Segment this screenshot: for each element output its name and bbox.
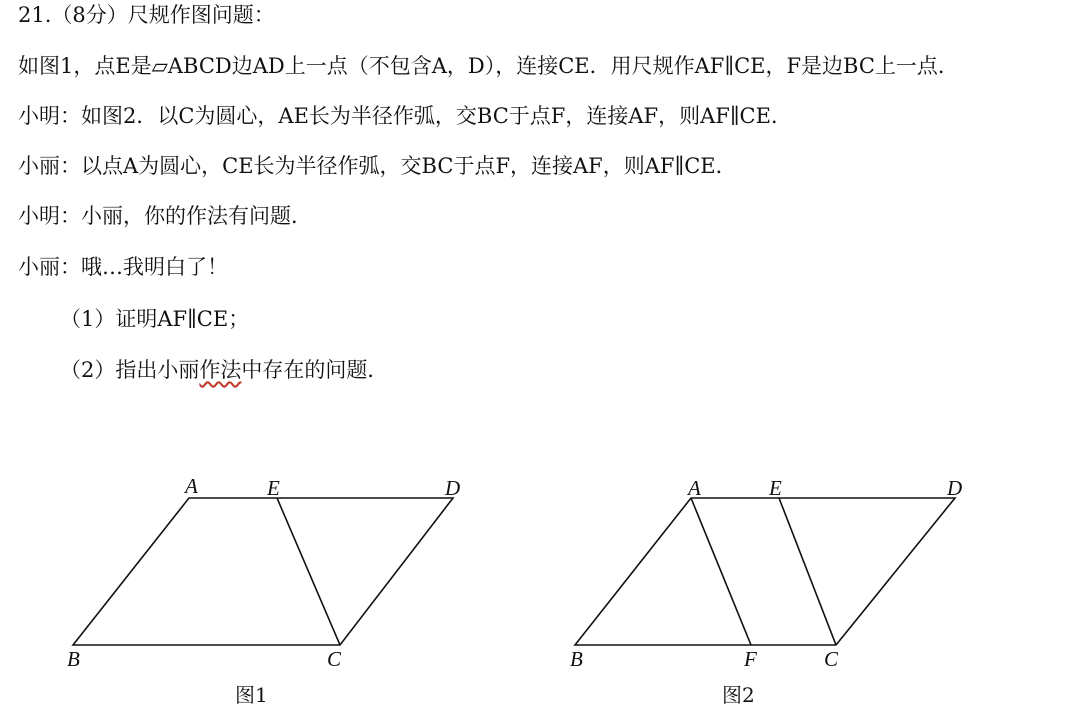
fig2-segment-af — [691, 498, 751, 645]
question-2-suffix: 中存在的问题． — [241, 358, 389, 382]
question-2-marked-word: 作法 — [199, 358, 242, 382]
fig1-label-d: D — [445, 476, 461, 500]
problem-statement: 如图1，点E是▱ABCD边AD上一点（不包含A，D），连接CE．用尺规作AF∥CE，F是边BC上一点． — [18, 54, 959, 78]
fig2-caption: 图2 — [722, 683, 755, 707]
fig1-label-e: E — [267, 476, 280, 500]
fig1-label-a: A — [185, 474, 198, 498]
figure-1 — [67, 474, 460, 707]
fig1-segment-ce — [277, 498, 340, 645]
fig2-segment-ce — [779, 498, 836, 645]
question-2-prefix: （2）指出小丽 — [60, 358, 200, 382]
xiaoming-method: 小明：如图2．以C为圆心，AE长为半径作弧，交BC于点F，连接AF，则AF∥CE． — [18, 104, 792, 128]
fig2-label-d: D — [947, 476, 963, 500]
figure-2 — [570, 476, 962, 707]
fig1-caption: 图1 — [235, 683, 268, 707]
fig2-label-e: E — [769, 476, 782, 500]
fig2-parallelogram-abcd — [575, 498, 955, 645]
xiaoli-reply: 小丽：哦…我明白了！ — [18, 255, 228, 279]
fig2-label-a: A — [688, 476, 701, 500]
fig2-label-c: C — [824, 647, 839, 671]
fig1-label-b: B — [67, 647, 80, 671]
fig1-label-c: C — [327, 647, 342, 671]
xiaoli-method: 小丽：以点A为圆心，CE长为半径作弧，交BC于点F，连接AF，则AF∥CE． — [18, 154, 737, 178]
question-1: （1）证明AF∥CE； — [60, 307, 250, 331]
fig1-parallelogram-abcd — [73, 498, 453, 645]
xiaoming-reply: 小明：小丽，你的作法有问题． — [18, 204, 312, 228]
fig2-label-b: B — [570, 647, 583, 671]
problem-title: 21.（8分）尺规作图问题： — [18, 3, 275, 27]
fig2-label-f: F — [744, 647, 757, 671]
